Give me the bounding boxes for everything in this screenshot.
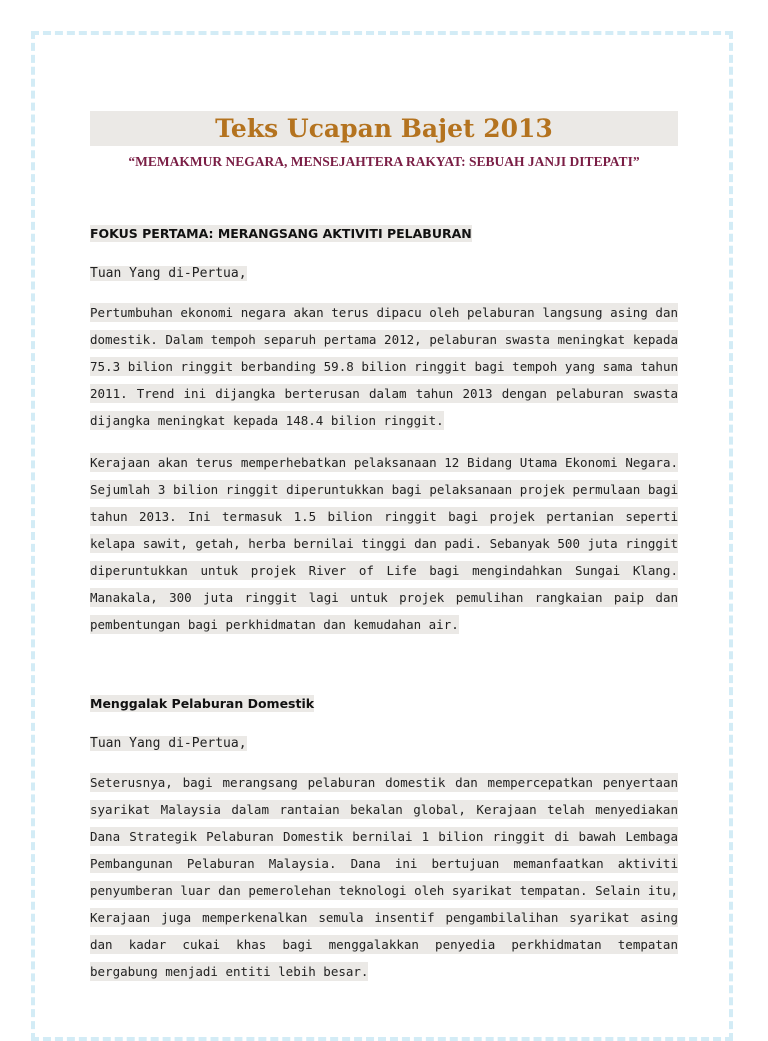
paragraph — [90, 769, 678, 985]
document-subtitle: “MEMAKMUR NEGARA, MENSEJAHTERA RAKYAT: SEBUAH JANJI DITEPATI” — [128, 154, 640, 169]
section-heading-text: Menggalak Pelaburan Domestik — [90, 696, 315, 711]
paragraph-text: Kerajaan akan terus memperhebatkan pelaksanaan 12 Bidang Utama Ekonomi Negara. Sejumlah 3 bilion ringgit diperuntukkan bagi pelaksanaan projek permulaan bagi tahun 2013. Ini termasuk 1.5 bilion ringgit bagi projek pertanian seperti kelapa sawit, getah, herba bernilai tinggi dan padi. Sebanyak 500 juta ringgit diperuntukkan untuk projek River of Life bagi mengindahkan Sungai Klang. Manakala, 300 juta ringgit lagi untuk projek pemulihan rangkaian paip dan pembentungan bagi perkhidmatan dan kemudahan air. — [90, 455, 678, 632]
salutation-text: Tuan Yang di-Pertua, — [90, 266, 247, 281]
paragraph-text: Seterusnya, bagi merangsang pelaburan domestik dan mempercepatkan penyertaan syarikat Malaysia dalam rantaian bekalan global, Kerajaan telah menyediakan Dana Strategik Pelaburan Domestik bernilai 1 bilion ringgit di bawah Lembaga Pembangunan Pelaburan Malaysia. Dana ini bertujuan memanfaatkan aktiviti penyumberan luar dan pemerolehan teknologi oleh syarikat tempatan. Selain itu, Kerajaan juga memperkenalkan semula insentif pengambilalihan syarikat asing dan kadar cukai khas bagi menggalakkan penyedia perkhidmatan tempatan bergabung menjadi entiti lebih besar. — [90, 775, 678, 979]
section-heading-menggalak-pelaburan — [90, 695, 314, 713]
paragraph-text: Pertumbuhan ekonomi negara akan terus dipacu oleh pelaburan langsung asing dan domestik. Dalam tempoh separuh pertama 2012, pelaburan swasta meningkat kepada 75.3 bilion ringgit berbanding 59.8 bilion ringgit bagi tempoh yang sama tahun 2011. Trend ini dijangka berterusan dalam tahun 2013 dengan pelaburan swasta dijangka meningkat kepada 148.4 bilion ringgit. — [90, 305, 678, 428]
salutation — [90, 265, 247, 283]
document-title: Teks Ucapan Bajet 2013 — [215, 114, 553, 143]
section-heading-fokus-pertama — [90, 225, 472, 243]
section-heading-text: FOKUS PERTAMA: MERANGSANG AKTIVITI PELABURAN — [90, 226, 472, 241]
paragraph — [90, 449, 678, 638]
salutation-text: Tuan Yang di-Pertua, — [90, 736, 247, 751]
paragraph — [90, 299, 678, 434]
salutation — [90, 735, 247, 753]
